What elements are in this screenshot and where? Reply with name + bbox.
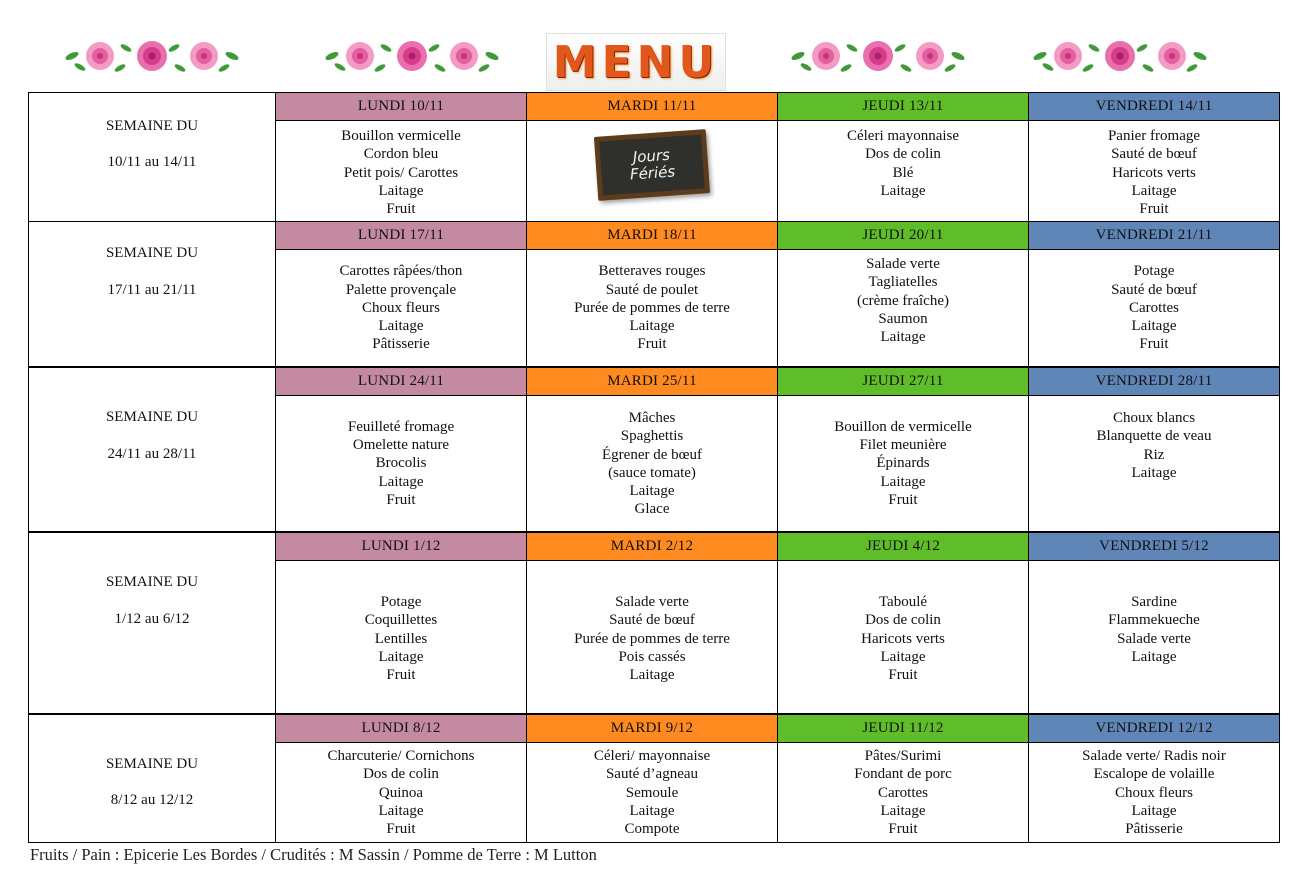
dish-item: Laitage: [378, 648, 424, 665]
dish-item: Spaghettis: [620, 428, 684, 445]
dish-item: Laitage: [629, 318, 675, 335]
day-header: LUNDI 10/11: [276, 93, 526, 121]
week-label: [28, 714, 276, 843]
dish-item: Escalope de volaille: [1093, 766, 1215, 783]
dish-item: Cordon bleu: [363, 146, 439, 163]
day-cell-lundi: [275, 714, 527, 843]
supplier-footnote: Fruits / Pain : Epicerie Les Bordes / Crudités : M Sassin / Pomme de Terre : M Lutton: [30, 845, 597, 864]
week-label: [28, 367, 276, 532]
dish-item: Fruit: [637, 336, 667, 353]
week-range: 10/11 au 14/11: [107, 154, 197, 170]
dish-list: [1029, 561, 1279, 713]
dish-item: Laitage: [1131, 648, 1177, 665]
week-label: [28, 92, 276, 222]
dish-item: Omelette nature: [352, 437, 450, 454]
dish-item: Carottes: [1129, 299, 1179, 316]
dish-item: Charcuterie/ Cornichons: [327, 748, 475, 764]
rose-garland-icon: [1030, 36, 1210, 76]
day-header: MARDI 25/11: [527, 368, 777, 396]
dish-item: Compote: [624, 821, 680, 838]
dish-item: Laitage: [880, 802, 926, 819]
week-title: SEMAINE DU: [105, 574, 199, 590]
week-label: [28, 221, 276, 367]
dish-item: Panier fromage: [1107, 128, 1201, 144]
week-row: [28, 714, 1280, 843]
dish-item: Laitage: [1131, 182, 1177, 199]
dish-item: Laitage: [378, 182, 424, 199]
dish-item: Sauté de bœuf: [1111, 146, 1197, 163]
day-cell-lundi: [275, 367, 527, 532]
day-cell-vendredi: [1028, 367, 1280, 532]
dish-list: [1029, 396, 1279, 531]
dish-list: [527, 250, 777, 366]
dish-item: Betteraves rouges: [598, 263, 706, 280]
dish-item: Salade verte: [1117, 630, 1191, 647]
day-cell-mardi: [526, 714, 778, 843]
holiday-chalkboard: [594, 129, 710, 201]
dish-list: [527, 743, 777, 842]
dish-list: [527, 561, 777, 713]
dish-item: Égrener de bœuf: [602, 446, 702, 463]
week-range: 17/11 au 21/11: [107, 282, 197, 298]
week-row: [28, 532, 1280, 714]
dish-item: Flammekueche: [1108, 612, 1200, 629]
day-header: JEUDI 13/11: [778, 93, 1028, 121]
dish-list: [778, 396, 1028, 531]
dish-item: Semoule: [625, 784, 679, 801]
day-header: LUNDI 1/12: [276, 533, 526, 561]
dish-item: Feuilleté fromage: [347, 418, 455, 435]
day-cell-vendredi: [1028, 221, 1280, 367]
dish-item: Fruit: [888, 667, 918, 684]
day-header: VENDREDI 14/11: [1029, 93, 1279, 121]
dish-list: [778, 743, 1028, 842]
day-cell-mardi: [526, 367, 778, 532]
dish-item: Fondant de porc: [854, 766, 952, 783]
dish-item: Laitage: [880, 648, 926, 665]
day-header: JEUDI 4/12: [778, 533, 1028, 561]
dish-item: Laitage: [880, 473, 926, 490]
day-header: JEUDI 20/11: [778, 222, 1028, 250]
dish-list: [276, 743, 526, 842]
dish-item: Laitage: [629, 667, 675, 684]
dish-item: Bouillon de vermicelle: [834, 418, 972, 435]
day-header: MARDI 9/12: [527, 715, 777, 743]
dish-item: Sardine: [1131, 594, 1177, 610]
week-title: SEMAINE DU: [105, 118, 199, 134]
dish-item: Salade verte: [866, 256, 940, 272]
dish-item: Palette provençale: [345, 281, 457, 298]
rose-garland-icon: [788, 36, 968, 76]
dish-list: [276, 561, 526, 713]
dish-list: [1029, 743, 1279, 842]
dish-item: Fruit: [1139, 201, 1169, 218]
day-cell-mardi: [526, 532, 778, 714]
dish-item: Saumon: [878, 310, 928, 327]
dish-item: Salade verte: [615, 594, 689, 610]
dish-item: Laitage: [629, 802, 675, 819]
holiday-line: Jours: [632, 145, 671, 167]
day-header: LUNDI 24/11: [276, 368, 526, 396]
dish-item: Céleri mayonnaise: [846, 128, 960, 144]
week-range: 8/12 au 12/12: [110, 792, 194, 808]
dish-item: Potage: [380, 594, 422, 610]
dish-list: [276, 250, 526, 366]
dish-item: Laitage: [378, 318, 424, 335]
week-label: [28, 532, 276, 714]
rose-garland-icon: [322, 36, 502, 76]
dish-item: Salade verte/ Radis noir: [1082, 748, 1226, 764]
dish-item: Fruit: [1139, 336, 1169, 353]
dish-item: Purée de pommes de terre: [574, 299, 730, 316]
dish-item: Blanquette de veau: [1096, 428, 1212, 445]
dish-item: Fruit: [386, 667, 416, 684]
dish-item: Pâtisserie: [372, 336, 430, 353]
dish-item: Sauté de bœuf: [609, 612, 695, 629]
dish-item: Fruit: [888, 491, 918, 508]
dish-item: Haricots verts: [861, 630, 945, 647]
week-row: [28, 221, 1280, 367]
dish-item: Lentilles: [374, 630, 428, 647]
day-header: LUNDI 17/11: [276, 222, 526, 250]
dish-item: Quinoa: [378, 784, 424, 801]
day-header: JEUDI 11/12: [778, 715, 1028, 743]
dish-item: Pâtisserie: [1125, 821, 1183, 838]
page-title: MENU: [552, 36, 720, 88]
week-title: SEMAINE DU: [105, 245, 199, 261]
dish-item: Sauté de poulet: [605, 281, 699, 298]
dish-list: [1029, 121, 1279, 221]
dish-list: [527, 396, 777, 531]
day-cell-vendredi: [1028, 714, 1280, 843]
dish-item: Bouillon vermicelle: [341, 128, 461, 144]
dish-list: [778, 250, 1028, 366]
dish-list: [778, 561, 1028, 713]
dish-item: Choux fleurs: [1115, 784, 1193, 801]
week-title: SEMAINE DU: [105, 756, 199, 772]
dish-item: Tagliatelles: [868, 274, 938, 291]
dish-item: Sauté de bœuf: [1111, 281, 1197, 298]
dish-item: Brocolis: [375, 455, 427, 472]
dish-item: Fruit: [888, 821, 918, 838]
dish-item: Mâches: [628, 410, 676, 426]
dish-item: Carottes: [878, 784, 928, 801]
dish-item: Filet meunière: [859, 437, 947, 454]
day-cell-lundi: [275, 92, 527, 222]
dish-item: Purée de pommes de terre: [574, 630, 730, 647]
dish-item: Coquillettes: [364, 612, 438, 629]
dish-item: Choux blancs: [1112, 410, 1196, 426]
day-cell-jeudi: [777, 221, 1029, 367]
dish-list: [276, 121, 526, 221]
dish-list: [527, 121, 777, 221]
day-cell-jeudi: [777, 532, 1029, 714]
dish-item: Pâtes/Surimi: [864, 748, 942, 764]
dish-item: Épinards: [876, 455, 930, 472]
dish-item: (sauce tomate): [608, 464, 696, 481]
dish-item: Laitage: [1131, 318, 1177, 335]
day-cell-mardi: [526, 221, 778, 367]
day-header: MARDI 18/11: [527, 222, 777, 250]
dish-item: Riz: [1143, 446, 1165, 463]
week-range: 24/11 au 28/11: [107, 446, 197, 462]
dish-item: Laitage: [629, 483, 675, 500]
day-cell-vendredi: [1028, 92, 1280, 222]
dish-item: Choux fleurs: [362, 299, 440, 316]
dish-list: [778, 121, 1028, 221]
dish-item: Dos de colin: [865, 146, 941, 163]
day-cell-mardi: [526, 92, 778, 222]
rose-garland-icon: [62, 36, 242, 76]
dish-item: Blé: [892, 164, 914, 181]
day-header: VENDREDI 28/11: [1029, 368, 1279, 396]
dish-item: Céleri/ mayonnaise: [593, 748, 711, 764]
day-cell-jeudi: [777, 367, 1029, 532]
day-header: LUNDI 8/12: [276, 715, 526, 743]
dish-item: Glace: [634, 501, 670, 518]
dish-item: Laitage: [1131, 464, 1177, 481]
week-row: [28, 92, 1280, 222]
dish-list: [1029, 250, 1279, 366]
day-cell-lundi: [275, 532, 527, 714]
menu-title-banner: [546, 33, 726, 91]
dish-item: Sauté d’agneau: [605, 766, 699, 783]
day-header: MARDI 11/11: [527, 93, 777, 121]
week-row: [28, 367, 1280, 532]
dish-item: Laitage: [378, 473, 424, 490]
day-cell-lundi: [275, 221, 527, 367]
dish-item: Fruit: [386, 821, 416, 838]
day-header: MARDI 2/12: [527, 533, 777, 561]
dish-item: Dos de colin: [363, 766, 439, 783]
day-cell-jeudi: [777, 92, 1029, 222]
dish-item: Carottes râpées/thon: [339, 263, 463, 280]
day-header: JEUDI 27/11: [778, 368, 1028, 396]
holiday-line: Fériés: [629, 162, 676, 184]
week-title: SEMAINE DU: [105, 409, 199, 425]
dish-item: Laitage: [880, 182, 926, 199]
dish-item: Petit pois/ Carottes: [343, 164, 459, 181]
dish-list: [276, 396, 526, 531]
dish-item: Fruit: [386, 201, 416, 218]
dish-item: Fruit: [386, 491, 416, 508]
dish-item: Haricots verts: [1112, 164, 1196, 181]
dish-item: Pois cassés: [618, 648, 686, 665]
dish-item: Potage: [1133, 263, 1175, 280]
dish-item: (crème fraîche): [856, 292, 949, 309]
dish-item: Dos de colin: [865, 612, 941, 629]
dish-item: Taboulé: [878, 594, 928, 610]
dish-item: Laitage: [880, 329, 926, 346]
week-range: 1/12 au 6/12: [114, 611, 190, 627]
day-header: VENDREDI 12/12: [1029, 715, 1279, 743]
dish-item: Laitage: [1131, 802, 1177, 819]
dish-item: Laitage: [378, 802, 424, 819]
day-header: VENDREDI 21/11: [1029, 222, 1279, 250]
day-header: VENDREDI 5/12: [1029, 533, 1279, 561]
day-cell-vendredi: [1028, 532, 1280, 714]
day-cell-jeudi: [777, 714, 1029, 843]
